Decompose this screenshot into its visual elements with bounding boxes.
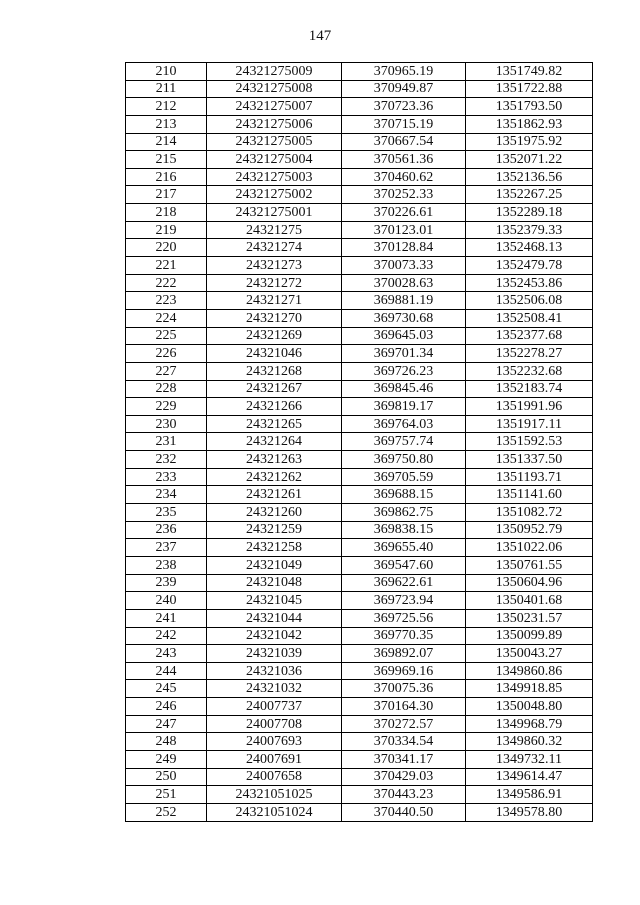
y-coordinate-cell: 1351082.72: [466, 504, 593, 522]
code-cell: 24321046: [207, 345, 342, 363]
x-coordinate-cell: 369655.40: [342, 539, 466, 557]
table-row: [126, 98, 593, 116]
table-row: [126, 521, 593, 539]
table-row: [126, 115, 593, 133]
y-coordinate-cell: 1351022.06: [466, 539, 593, 557]
table-body: [126, 63, 593, 822]
point-number-cell: 246: [126, 698, 207, 716]
code-cell: 24007737: [207, 698, 342, 716]
code-cell: 24321275007: [207, 98, 342, 116]
x-coordinate-cell: 369705.59: [342, 468, 466, 486]
point-number-cell: 211: [126, 80, 207, 98]
table-row: [126, 680, 593, 698]
point-number-cell: 247: [126, 715, 207, 733]
point-number-cell: 224: [126, 309, 207, 327]
point-number-cell: 212: [126, 98, 207, 116]
code-cell: 24321275009: [207, 63, 342, 81]
x-coordinate-cell: 370949.87: [342, 80, 466, 98]
y-coordinate-cell: 1351991.96: [466, 398, 593, 416]
x-coordinate-cell: 369969.16: [342, 662, 466, 680]
table-row: [126, 80, 593, 98]
point-number-cell: 216: [126, 168, 207, 186]
x-coordinate-cell: 369757.74: [342, 433, 466, 451]
table-row: [126, 274, 593, 292]
y-coordinate-cell: 1350604.96: [466, 574, 593, 592]
table-row: [126, 733, 593, 751]
code-cell: 24321049: [207, 556, 342, 574]
y-coordinate-cell: 1352136.56: [466, 168, 593, 186]
point-number-cell: 245: [126, 680, 207, 698]
point-number-cell: 225: [126, 327, 207, 345]
y-coordinate-cell: 1350952.79: [466, 521, 593, 539]
point-number-cell: 241: [126, 609, 207, 627]
x-coordinate-cell: 369838.15: [342, 521, 466, 539]
x-coordinate-cell: 370341.17: [342, 750, 466, 768]
point-number-cell: 235: [126, 504, 207, 522]
y-coordinate-cell: 1349968.79: [466, 715, 593, 733]
y-coordinate-cell: 1352377.68: [466, 327, 593, 345]
point-number-cell: 223: [126, 292, 207, 310]
point-number-cell: 222: [126, 274, 207, 292]
table-row: [126, 327, 593, 345]
point-number-cell: 228: [126, 380, 207, 398]
point-number-cell: 252: [126, 803, 207, 821]
y-coordinate-cell: 1349918.85: [466, 680, 593, 698]
y-coordinate-cell: 1352506.08: [466, 292, 593, 310]
coordinates-table: [125, 62, 593, 822]
x-coordinate-cell: 370429.03: [342, 768, 466, 786]
code-cell: 24321275001: [207, 204, 342, 222]
y-coordinate-cell: 1350043.27: [466, 645, 593, 663]
y-coordinate-cell: 1351793.50: [466, 98, 593, 116]
x-coordinate-cell: 370561.36: [342, 151, 466, 169]
point-number-cell: 220: [126, 239, 207, 257]
x-coordinate-cell: 369845.46: [342, 380, 466, 398]
y-coordinate-cell: 1350401.68: [466, 592, 593, 610]
code-cell: 24007658: [207, 768, 342, 786]
y-coordinate-cell: 1352267.25: [466, 186, 593, 204]
table-row: [126, 398, 593, 416]
code-cell: 24321265: [207, 415, 342, 433]
y-coordinate-cell: 1352232.68: [466, 362, 593, 380]
code-cell: 24321045: [207, 592, 342, 610]
table-row: [126, 257, 593, 275]
y-coordinate-cell: 1351975.92: [466, 133, 593, 151]
y-coordinate-cell: 1351862.93: [466, 115, 593, 133]
y-coordinate-cell: 1352379.33: [466, 221, 593, 239]
y-coordinate-cell: 1352278.27: [466, 345, 593, 363]
x-coordinate-cell: 369725.56: [342, 609, 466, 627]
table-row: [126, 63, 593, 81]
y-coordinate-cell: 1349578.80: [466, 803, 593, 821]
table-row: [126, 662, 593, 680]
x-coordinate-cell: 370272.57: [342, 715, 466, 733]
table-row: [126, 239, 593, 257]
x-coordinate-cell: 370123.01: [342, 221, 466, 239]
y-coordinate-cell: 1350761.55: [466, 556, 593, 574]
code-cell: 24321275004: [207, 151, 342, 169]
point-number-cell: 219: [126, 221, 207, 239]
x-coordinate-cell: 369819.17: [342, 398, 466, 416]
point-number-cell: 238: [126, 556, 207, 574]
code-cell: 24321044: [207, 609, 342, 627]
y-coordinate-cell: 1352508.41: [466, 309, 593, 327]
x-coordinate-cell: 370715.19: [342, 115, 466, 133]
x-coordinate-cell: 370073.33: [342, 257, 466, 275]
point-number-cell: 243: [126, 645, 207, 663]
y-coordinate-cell: 1351592.53: [466, 433, 593, 451]
code-cell: 24321275003: [207, 168, 342, 186]
table-row: [126, 345, 593, 363]
table-row: [126, 504, 593, 522]
x-coordinate-cell: 370164.30: [342, 698, 466, 716]
code-cell: 24321051025: [207, 786, 342, 804]
code-cell: 24007708: [207, 715, 342, 733]
x-coordinate-cell: 369881.19: [342, 292, 466, 310]
x-coordinate-cell: 369701.34: [342, 345, 466, 363]
code-cell: 24007691: [207, 750, 342, 768]
x-coordinate-cell: 369547.60: [342, 556, 466, 574]
x-coordinate-cell: 369764.03: [342, 415, 466, 433]
point-number-cell: 218: [126, 204, 207, 222]
code-cell: 24321274: [207, 239, 342, 257]
y-coordinate-cell: 1352071.22: [466, 151, 593, 169]
code-cell: 24321259: [207, 521, 342, 539]
y-coordinate-cell: 1352289.18: [466, 204, 593, 222]
point-number-cell: 233: [126, 468, 207, 486]
y-coordinate-cell: 1352183.74: [466, 380, 593, 398]
point-number-cell: 230: [126, 415, 207, 433]
point-number-cell: 249: [126, 750, 207, 768]
y-coordinate-cell: 1349614.47: [466, 768, 593, 786]
code-cell: 24321264: [207, 433, 342, 451]
x-coordinate-cell: 369645.03: [342, 327, 466, 345]
y-coordinate-cell: 1349586.91: [466, 786, 593, 804]
point-number-cell: 210: [126, 63, 207, 81]
y-coordinate-cell: 1352468.13: [466, 239, 593, 257]
x-coordinate-cell: 369726.23: [342, 362, 466, 380]
y-coordinate-cell: 1351193.71: [466, 468, 593, 486]
y-coordinate-cell: 1350231.57: [466, 609, 593, 627]
code-cell: 24321262: [207, 468, 342, 486]
x-coordinate-cell: 370128.84: [342, 239, 466, 257]
point-number-cell: 232: [126, 451, 207, 469]
code-cell: 24321032: [207, 680, 342, 698]
code-cell: 24321271: [207, 292, 342, 310]
table-row: [126, 451, 593, 469]
table-row: [126, 415, 593, 433]
table-row: [126, 698, 593, 716]
y-coordinate-cell: 1351917.11: [466, 415, 593, 433]
code-cell: 24321266: [207, 398, 342, 416]
code-cell: 24321036: [207, 662, 342, 680]
code-cell: 24321258: [207, 539, 342, 557]
x-coordinate-cell: 370443.23: [342, 786, 466, 804]
y-coordinate-cell: 1351722.88: [466, 80, 593, 98]
y-coordinate-cell: 1352479.78: [466, 257, 593, 275]
code-cell: 24321275002: [207, 186, 342, 204]
y-coordinate-cell: 1351141.60: [466, 486, 593, 504]
point-number-cell: 234: [126, 486, 207, 504]
x-coordinate-cell: 369688.15: [342, 486, 466, 504]
table-row: [126, 433, 593, 451]
x-coordinate-cell: 369622.61: [342, 574, 466, 592]
code-cell: 24321269: [207, 327, 342, 345]
table-row: [126, 221, 593, 239]
point-number-cell: 248: [126, 733, 207, 751]
y-coordinate-cell: 1349732.11: [466, 750, 593, 768]
y-coordinate-cell: 1349860.86: [466, 662, 593, 680]
x-coordinate-cell: 370440.50: [342, 803, 466, 821]
point-number-cell: 250: [126, 768, 207, 786]
x-coordinate-cell: 370667.54: [342, 133, 466, 151]
code-cell: 24321267: [207, 380, 342, 398]
point-number-cell: 237: [126, 539, 207, 557]
code-cell: 24321048: [207, 574, 342, 592]
table-row: [126, 803, 593, 821]
x-coordinate-cell: 369892.07: [342, 645, 466, 663]
point-number-cell: 227: [126, 362, 207, 380]
table-row: [126, 556, 593, 574]
x-coordinate-cell: 370723.36: [342, 98, 466, 116]
code-cell: 24321051024: [207, 803, 342, 821]
code-cell: 24321275008: [207, 80, 342, 98]
table-row: [126, 133, 593, 151]
code-cell: 24321039: [207, 645, 342, 663]
point-number-cell: 215: [126, 151, 207, 169]
y-coordinate-cell: 1352453.86: [466, 274, 593, 292]
table-row: [126, 768, 593, 786]
point-number-cell: 213: [126, 115, 207, 133]
code-cell: 24321261: [207, 486, 342, 504]
code-cell: 24321275005: [207, 133, 342, 151]
point-number-cell: 229: [126, 398, 207, 416]
page-number: 147: [308, 28, 332, 44]
point-number-cell: 251: [126, 786, 207, 804]
x-coordinate-cell: 370965.19: [342, 63, 466, 81]
table-row: [126, 592, 593, 610]
x-coordinate-cell: 370334.54: [342, 733, 466, 751]
point-number-cell: 236: [126, 521, 207, 539]
x-coordinate-cell: 369723.94: [342, 592, 466, 610]
y-coordinate-cell: 1351337.50: [466, 451, 593, 469]
y-coordinate-cell: 1349860.32: [466, 733, 593, 751]
point-number-cell: 221: [126, 257, 207, 275]
x-coordinate-cell: 369750.80: [342, 451, 466, 469]
y-coordinate-cell: 1350048.80: [466, 698, 593, 716]
point-number-cell: 239: [126, 574, 207, 592]
table-row: [126, 309, 593, 327]
table-row: [126, 786, 593, 804]
table-row: [126, 609, 593, 627]
x-coordinate-cell: 370460.62: [342, 168, 466, 186]
point-number-cell: 231: [126, 433, 207, 451]
point-number-cell: 244: [126, 662, 207, 680]
x-coordinate-cell: 369770.35: [342, 627, 466, 645]
table-row: [126, 574, 593, 592]
y-coordinate-cell: 1351749.82: [466, 63, 593, 81]
table-row: [126, 539, 593, 557]
x-coordinate-cell: 370226.61: [342, 204, 466, 222]
table-row: [126, 627, 593, 645]
table-row: [126, 292, 593, 310]
y-coordinate-cell: 1350099.89: [466, 627, 593, 645]
x-coordinate-cell: 370028.63: [342, 274, 466, 292]
table-row: [126, 168, 593, 186]
code-cell: 24321275: [207, 221, 342, 239]
code-cell: 24321270: [207, 309, 342, 327]
table-row: [126, 204, 593, 222]
code-cell: 24321260: [207, 504, 342, 522]
point-number-cell: 217: [126, 186, 207, 204]
table-row: [126, 380, 593, 398]
table-row: [126, 715, 593, 733]
table-row: [126, 750, 593, 768]
x-coordinate-cell: 370075.36: [342, 680, 466, 698]
code-cell: 24321268: [207, 362, 342, 380]
point-number-cell: 226: [126, 345, 207, 363]
point-number-cell: 240: [126, 592, 207, 610]
point-number-cell: 242: [126, 627, 207, 645]
table-row: [126, 362, 593, 380]
x-coordinate-cell: 369862.75: [342, 504, 466, 522]
x-coordinate-cell: 369730.68: [342, 309, 466, 327]
code-cell: 24321272: [207, 274, 342, 292]
x-coordinate-cell: 370252.33: [342, 186, 466, 204]
table-row: [126, 486, 593, 504]
code-cell: 24321275006: [207, 115, 342, 133]
code-cell: 24321042: [207, 627, 342, 645]
code-cell: 24321273: [207, 257, 342, 275]
table-row: [126, 645, 593, 663]
table-row: [126, 468, 593, 486]
code-cell: 24007693: [207, 733, 342, 751]
code-cell: 24321263: [207, 451, 342, 469]
point-number-cell: 214: [126, 133, 207, 151]
table-row: [126, 186, 593, 204]
table-row: [126, 151, 593, 169]
